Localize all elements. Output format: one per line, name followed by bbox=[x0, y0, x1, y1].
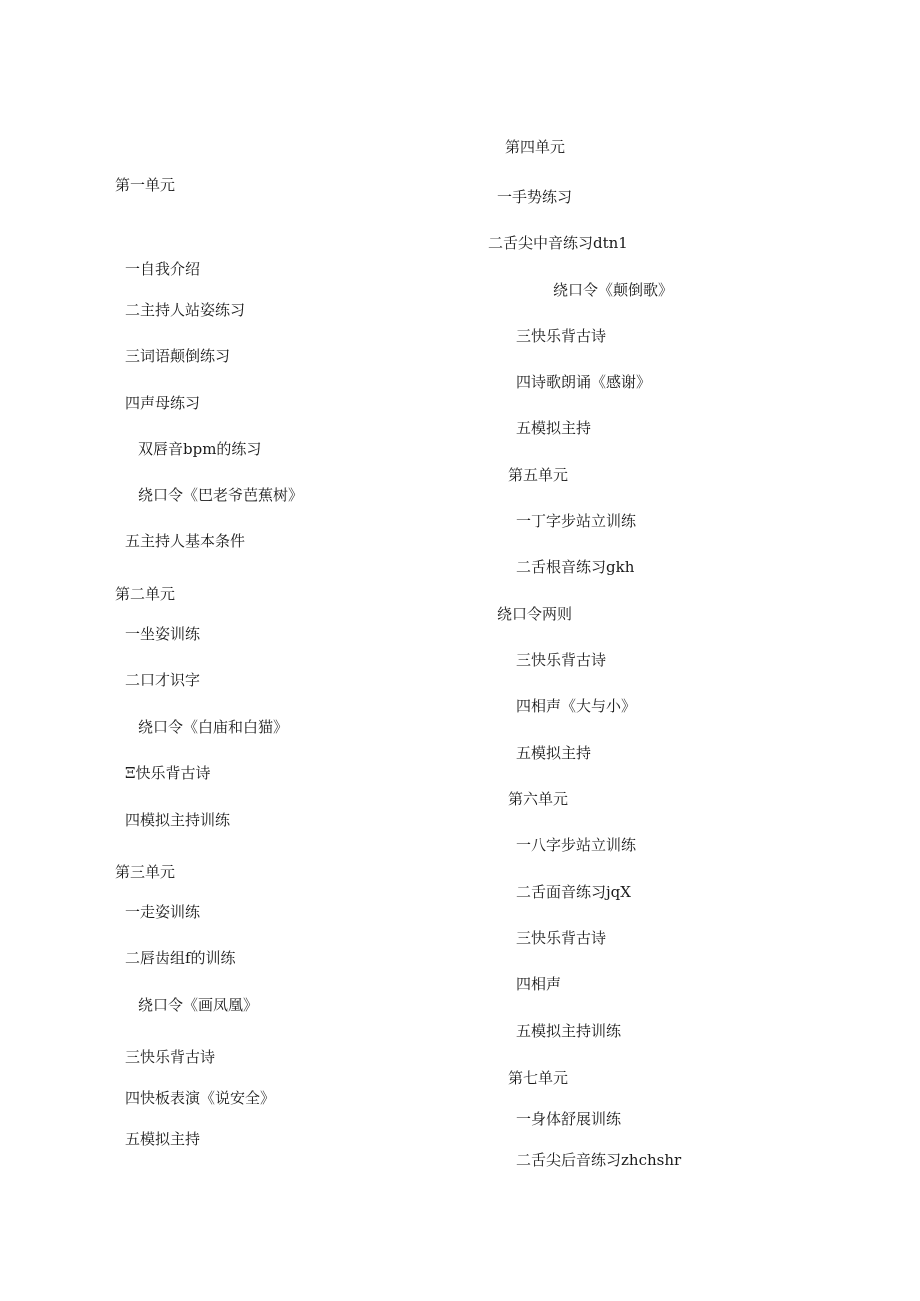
unit-6-item: 一八字步站立训练 bbox=[516, 836, 637, 854]
unit-5-heading: 第五单元 bbox=[508, 466, 569, 484]
unit-3-item: 绕口令《画凤凰》 bbox=[138, 996, 259, 1014]
unit-4-item: 绕口令《颠倒歌》 bbox=[553, 281, 674, 299]
unit-3-heading: 第三单元 bbox=[115, 863, 176, 881]
unit-1-item: 五主持人基本条件 bbox=[125, 532, 246, 550]
unit-4-item: 二舌尖中音练习dtn1 bbox=[488, 234, 628, 252]
unit-5-item: 绕口令两则 bbox=[497, 605, 573, 623]
unit-5-item: 三快乐背古诗 bbox=[516, 651, 607, 669]
unit-2-item: Ξ快乐背古诗 bbox=[125, 764, 211, 782]
unit-6-item: 四相声 bbox=[516, 975, 562, 993]
unit-3-item: 三快乐背古诗 bbox=[125, 1048, 216, 1066]
unit-1-item: 三词语颠倒练习 bbox=[125, 347, 231, 365]
unit-6-item: 五模拟主持训练 bbox=[516, 1022, 622, 1040]
unit-4-heading: 第四单元 bbox=[505, 138, 566, 156]
unit-5-item: 四相声《大与小》 bbox=[516, 697, 637, 715]
unit-4-item: 五模拟主持 bbox=[516, 419, 592, 437]
unit-7-item: 一身体舒展训练 bbox=[516, 1110, 622, 1128]
unit-5-item: 二舌根音练习gkh bbox=[516, 558, 635, 576]
unit-5-item: 五模拟主持 bbox=[516, 744, 592, 762]
unit-5-item: 一丁字步站立训练 bbox=[516, 512, 637, 530]
unit-3-item: 一走姿训练 bbox=[125, 903, 201, 921]
unit-3-item: 四快板表演《说安全》 bbox=[125, 1089, 276, 1107]
unit-3-item: 五模拟主持 bbox=[125, 1130, 201, 1148]
unit-6-item: 三快乐背古诗 bbox=[516, 929, 607, 947]
unit-7-item: 二舌尖后音练习zhchshr bbox=[516, 1151, 682, 1169]
unit-2-heading: 第二单元 bbox=[115, 585, 176, 603]
unit-7-heading: 第七单元 bbox=[508, 1069, 569, 1087]
unit-4-item: 一手势练习 bbox=[497, 188, 573, 206]
unit-1-item: 二主持人站姿练习 bbox=[125, 301, 246, 319]
unit-1-heading: 第一单元 bbox=[115, 176, 176, 194]
unit-4-item: 四诗歌朗诵《感谢》 bbox=[516, 373, 652, 391]
unit-4-item: 三快乐背古诗 bbox=[516, 327, 607, 345]
unit-2-item: 一坐姿训练 bbox=[125, 625, 201, 643]
unit-1-item: 四声母练习 bbox=[125, 394, 201, 412]
unit-2-item: 四模拟主持训练 bbox=[125, 811, 231, 829]
unit-1-item: 一自我介绍 bbox=[125, 260, 201, 278]
unit-6-item: 二舌面音练习jqX bbox=[516, 883, 631, 901]
unit-1-item: 双唇音bpm的练习 bbox=[138, 440, 262, 458]
unit-6-heading: 第六单元 bbox=[508, 790, 569, 808]
unit-3-item: 二唇齿组f的训练 bbox=[125, 949, 236, 967]
unit-2-item: 绕口令《白庙和白猫》 bbox=[138, 718, 289, 736]
unit-2-item: 二口才识字 bbox=[125, 671, 201, 689]
unit-1-item: 绕口令《巴老爷芭蕉树》 bbox=[138, 486, 304, 504]
